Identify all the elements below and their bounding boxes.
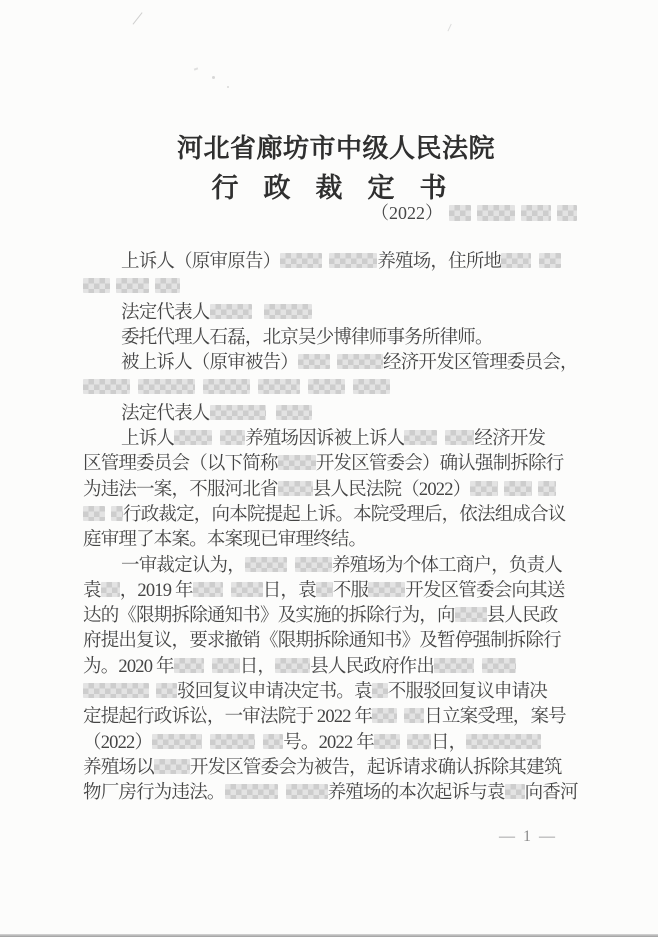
text-segment: ，2019 年 [119,580,193,601]
text-segment: 府提出复议，要求撤销《限期拆除通知书》及暂停强制拆除行 [83,631,561,652]
redaction-block [154,759,190,774]
doc-type-title: 行政裁定书 [211,173,472,203]
redaction-gap [212,443,220,444]
redaction-block [212,658,240,673]
redaction-gap [130,392,138,393]
redaction-block [477,205,515,221]
redaction-block [455,607,487,622]
text-segment: 养殖场，住所地 [377,252,502,272]
doc-line [83,503,623,528]
redaction-block [83,506,105,521]
redaction-block [156,683,177,698]
redaction-block [372,708,397,723]
redaction-block [286,784,328,799]
doc-line [83,680,623,705]
redaction-block [278,481,313,496]
redaction-block [308,379,345,394]
redaction-block [210,304,252,319]
case-number-line [371,199,577,225]
redaction-block [155,278,180,293]
redaction-block [501,253,531,268]
doc-line [83,326,623,351]
text-segment: 养殖场因诉被上诉人 [245,429,405,450]
redaction-block [174,430,212,445]
doc-line [83,604,623,629]
doc-line [83,705,623,730]
redaction-block [404,708,424,723]
redaction-block [83,379,130,394]
text-segment: 定提起行政诉讼，一审法院于 2022 年 [83,707,373,728]
redaction-block [116,278,149,293]
text-segment: 日立案受理，案号 [424,707,566,728]
case-number-prefix: （2022） [371,203,443,223]
text-segment: 日， [239,656,276,677]
redaction-block [449,205,471,221]
text-segment: 不服 [332,580,369,601]
redaction-gap [255,747,263,748]
redaction-block [264,304,312,319]
text-segment: 区管理委员会（以下简称 [83,454,278,475]
redaction-block [278,455,316,470]
text-segment: 上诉人 [121,429,175,450]
redaction-block [193,582,223,597]
text-segment: 县人民政 [486,606,558,627]
court-title: 河北省廊坊市中级人民法院 [176,134,495,163]
text-segment: 县人民法院（2022） [312,479,471,500]
redaction-block [329,253,377,268]
text-segment: 开发区管委会为被告，起诉请求确认拆除其建筑 [189,757,562,778]
text-segment: 不服驳回复议申请决 [387,682,548,703]
redaction-block [521,205,551,221]
redaction-block [295,557,332,572]
redaction-gap [287,570,295,571]
redaction-gap [278,797,286,798]
redaction-block [337,354,383,369]
redaction-gap [437,443,445,444]
redaction-block [374,734,400,749]
text-segment: 日， [430,732,467,753]
doc-line [83,351,623,376]
redaction-gap [322,266,329,267]
scan-artifact [212,76,215,79]
doc-line [83,478,623,503]
redaction-block [258,379,300,394]
text-segment: 被上诉人（原审被告） [121,353,299,374]
text-segment: 日，袁 [262,580,316,601]
redaction-block [83,278,110,293]
text-segment: 达的《限期拆除通知书》及实施的拆除行为，向 [83,606,455,627]
page-number: — 1 — [499,828,557,845]
text-segment: 开发区管委会）确认强制拆除行 [315,454,564,475]
text-segment: 经济开发区管理委员会， [383,353,578,374]
redaction-block [276,405,312,420]
redaction-block [538,481,556,496]
text-segment: 经济开发 [474,429,546,450]
text-segment: 物厂房行为违法。 [83,783,225,804]
redaction-gap [474,671,482,672]
redaction-block [83,683,149,698]
redaction-gap [202,747,210,748]
redaction-block [280,253,322,268]
doc-line [83,402,623,427]
text-segment: 养殖场的本次起诉与袁 [327,783,505,804]
redaction-block [174,658,204,673]
redaction-block [275,658,310,673]
redaction-block [101,582,120,597]
redaction-block [316,582,333,597]
redaction-gap [204,671,212,672]
redaction-block [220,430,245,445]
text-segment: 上诉人（原审原告） [121,252,281,272]
doc-line [83,376,623,401]
text-segment: 养殖场以 [83,757,154,778]
redaction-gap [330,367,337,368]
redaction-gap [345,392,353,393]
redaction-block [263,734,283,749]
doc-line [83,250,623,275]
doc-line [83,427,623,452]
redaction-block [210,405,266,420]
text-segment: 号。2022 年 [283,732,374,753]
text-segment: （2022） [83,732,153,753]
scan-artifact [447,24,453,33]
redaction-gap [149,696,156,697]
redaction-block [368,582,405,597]
doc-line [83,756,623,781]
redaction-block [505,784,525,799]
redaction-block [225,784,278,799]
redaction-block [404,430,437,445]
text-segment: 为。2020 年 [83,656,174,677]
text-segment: 行政裁定，向本院提起上诉。本院受理后，依法组成合议 [123,504,566,525]
document-body [83,250,623,807]
redaction-block [434,658,474,673]
redaction-block [138,379,195,394]
text-segment: 庭审理了本案。本案现已审理终结。 [83,530,367,551]
redaction-block [407,734,431,749]
doc-line [83,731,623,756]
redaction-block [466,734,541,749]
scan-artifact [194,67,198,70]
doc-line [83,452,623,477]
redaction-gap [195,392,203,393]
redaction-gap [531,266,539,267]
text-segment: 驳回复议申请决定书。袁 [177,682,372,703]
redaction-block [231,582,263,597]
redaction-gap [250,392,258,393]
doc-line [83,781,623,806]
redaction-block [470,481,498,496]
doc-line [83,629,623,654]
redaction-block [539,253,561,268]
text-segment: 为违法一案，不服河北省 [83,479,278,500]
redaction-block [111,506,123,521]
redaction-block [445,430,474,445]
case-number-redactions [443,203,577,223]
redaction-block [557,205,577,221]
text-segment: 委托代理人石磊，北京吴少博律师事务所律师。 [121,327,493,348]
redaction-block [372,683,388,698]
text-segment: 法定代表人 [121,403,210,424]
scan-artifact [227,86,229,88]
text-segment: 养殖场为个体工商户，负责人 [331,555,563,576]
text-segment: 法定代表人 [121,302,210,323]
doc-line [83,655,623,680]
doc-line [83,275,623,300]
doc-line [83,554,623,579]
redaction-gap [300,392,308,393]
redaction-gap [266,418,276,419]
text-segment: 开发区管委会向其送 [405,580,565,601]
redaction-block [210,734,255,749]
redaction-block [504,481,532,496]
redaction-gap [400,747,407,748]
scan-artifact [133,12,151,31]
doc-line [83,579,623,604]
redaction-block [482,658,516,673]
text-segment: 向香河 [524,783,578,804]
redaction-gap [223,595,231,596]
redaction-gap [252,317,264,318]
redaction-block [353,379,390,394]
text-segment: 一审裁定认为， [121,555,245,576]
text-segment: 县人民政府作出 [310,656,435,677]
redaction-block [245,557,287,572]
redaction-block [152,734,202,749]
doc-line [83,301,623,326]
text-segment: 袁 [83,580,101,601]
redaction-block [298,354,330,369]
doc-line [83,528,623,553]
redaction-gap [397,721,404,722]
redaction-block [203,379,250,394]
